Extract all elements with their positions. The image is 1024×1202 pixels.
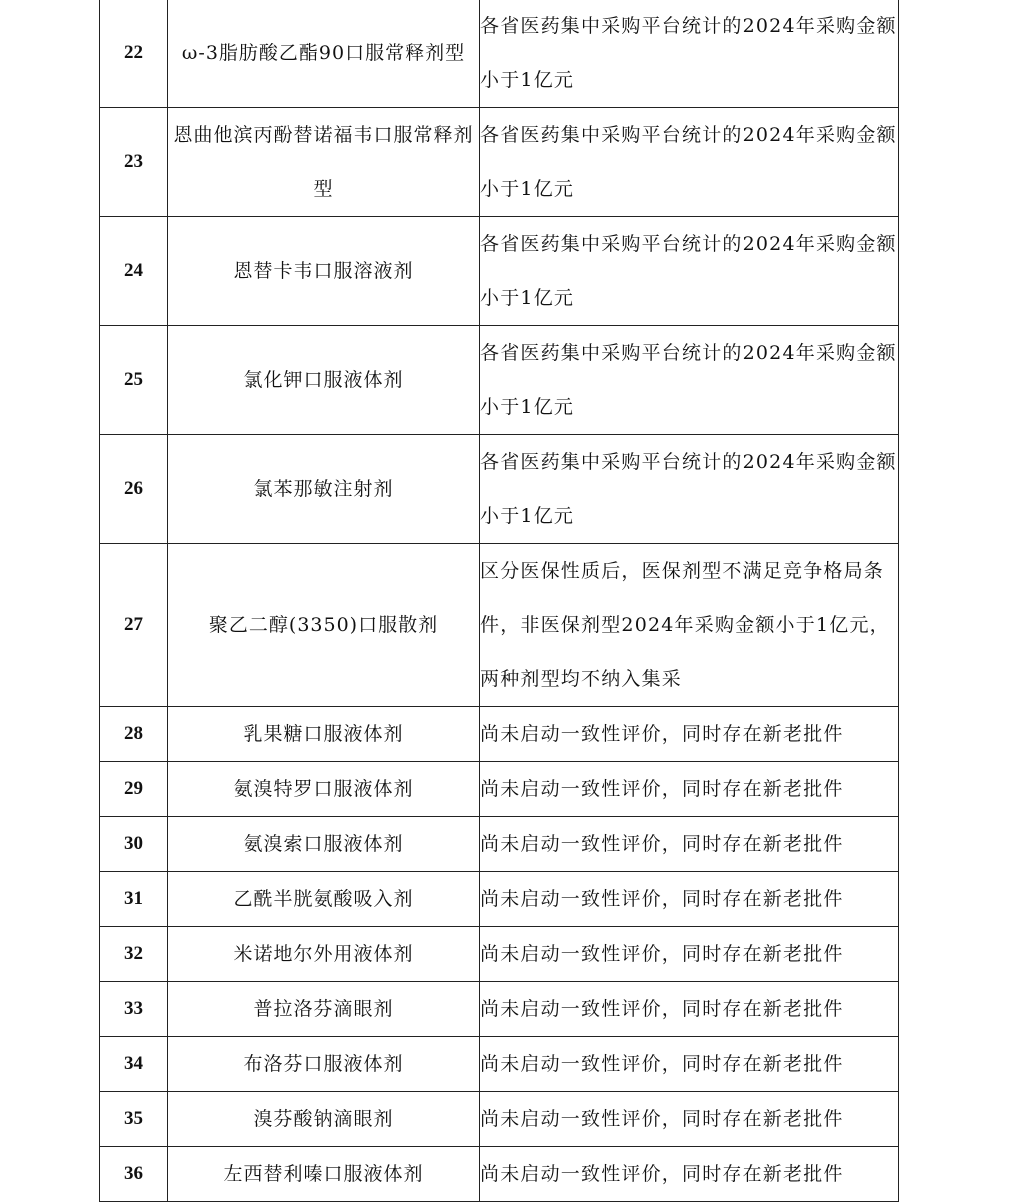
drug-list-table [99, 0, 899, 1202]
table-row [100, 927, 899, 982]
drug-name: 布洛芬口服液体剂 [168, 1037, 480, 1092]
table-row [100, 326, 899, 435]
drug-name: 乙酰半胱氨酸吸入剂 [168, 872, 480, 927]
exclusion-reason: 尚未启动一致性评价，同时存在新老批件 [480, 927, 899, 982]
table-row [100, 1092, 899, 1147]
drug-name: 聚乙二醇(3350)口服散剂 [168, 544, 480, 707]
exclusion-reason: 区分医保性质后，医保剂型不满足竞争格局条件，非医保剂型2024年采购金额小于1亿元，两种剂型均不纳入集采 [480, 544, 899, 707]
row-number: 31 [100, 872, 168, 927]
exclusion-reason: 各省医药集中采购平台统计的2024年采购金额小于1亿元 [480, 108, 899, 217]
table-row [100, 1037, 899, 1092]
drug-name: 恩曲他滨丙酚替诺福韦口服常释剂型 [168, 108, 480, 217]
table-row [100, 707, 899, 762]
drug-name: 乳果糖口服液体剂 [168, 707, 480, 762]
drug-name: 氨溴索口服液体剂 [168, 817, 480, 872]
table-row [100, 435, 899, 544]
row-number: 22 [100, 0, 168, 108]
table-row [100, 872, 899, 927]
table-row [100, 817, 899, 872]
exclusion-reason: 尚未启动一致性评价，同时存在新老批件 [480, 707, 899, 762]
table-row [100, 982, 899, 1037]
exclusion-reason: 尚未启动一致性评价，同时存在新老批件 [480, 1037, 899, 1092]
drug-name: 左西替利嗪口服液体剂 [168, 1147, 480, 1202]
row-number: 25 [100, 326, 168, 435]
exclusion-reason: 尚未启动一致性评价，同时存在新老批件 [480, 1092, 899, 1147]
drug-name: 氯化钾口服液体剂 [168, 326, 480, 435]
row-number: 24 [100, 217, 168, 326]
table-row [100, 217, 899, 326]
exclusion-reason: 尚未启动一致性评价，同时存在新老批件 [480, 1147, 899, 1202]
exclusion-reason: 各省医药集中采购平台统计的2024年采购金额小于1亿元 [480, 0, 899, 108]
table-row [100, 0, 899, 108]
drug-name: 氨溴特罗口服液体剂 [168, 762, 480, 817]
row-number: 33 [100, 982, 168, 1037]
table-row [100, 544, 899, 707]
row-number: 28 [100, 707, 168, 762]
drug-name: 溴芬酸钠滴眼剂 [168, 1092, 480, 1147]
table-row [100, 762, 899, 817]
table-row [100, 1147, 899, 1202]
exclusion-reason: 各省医药集中采购平台统计的2024年采购金额小于1亿元 [480, 326, 899, 435]
exclusion-reason: 各省医药集中采购平台统计的2024年采购金额小于1亿元 [480, 217, 899, 326]
row-number: 32 [100, 927, 168, 982]
drug-name: 米诺地尔外用液体剂 [168, 927, 480, 982]
drug-name: 氯苯那敏注射剂 [168, 435, 480, 544]
table-row [100, 108, 899, 217]
exclusion-reason: 各省医药集中采购平台统计的2024年采购金额小于1亿元 [480, 435, 899, 544]
row-number: 36 [100, 1147, 168, 1202]
drug-name: 恩替卡韦口服溶液剂 [168, 217, 480, 326]
row-number: 26 [100, 435, 168, 544]
exclusion-reason: 尚未启动一致性评价，同时存在新老批件 [480, 982, 899, 1037]
exclusion-reason: 尚未启动一致性评价，同时存在新老批件 [480, 872, 899, 927]
row-number: 30 [100, 817, 168, 872]
row-number: 27 [100, 544, 168, 707]
row-number: 23 [100, 108, 168, 217]
drug-name: 普拉洛芬滴眼剂 [168, 982, 480, 1037]
row-number: 29 [100, 762, 168, 817]
exclusion-reason: 尚未启动一致性评价，同时存在新老批件 [480, 817, 899, 872]
exclusion-reason: 尚未启动一致性评价，同时存在新老批件 [480, 762, 899, 817]
row-number: 35 [100, 1092, 168, 1147]
drug-name: ω-3脂肪酸乙酯90口服常释剂型 [168, 0, 480, 108]
row-number: 34 [100, 1037, 168, 1092]
